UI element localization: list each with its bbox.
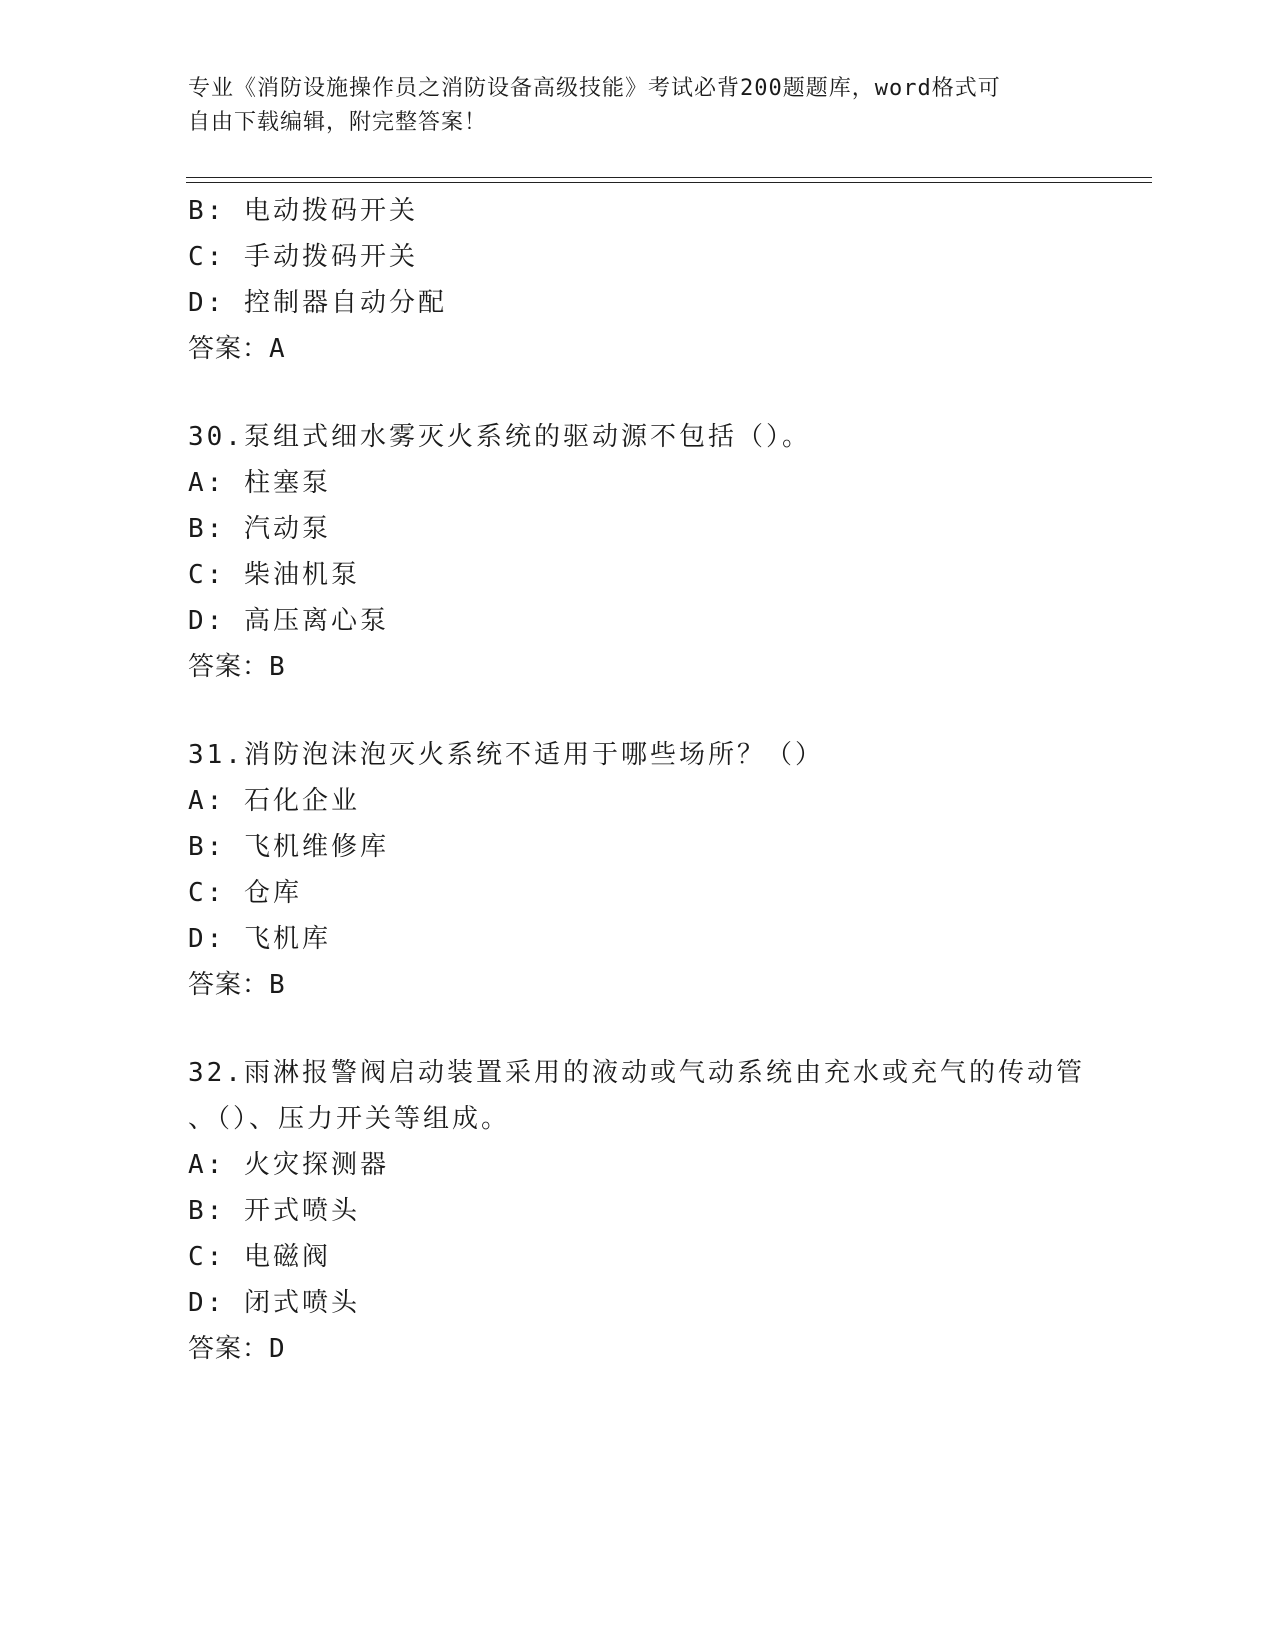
option-b: B: 电动拨码开关 [188,196,418,226]
header-line-1: 专业《消防设施操作员之消防设备高级技能》考试必背200题题库，word格式可 [188,76,1001,101]
answer-line: 答案：D [188,1334,286,1364]
option-d: D: 闭式喷头 [188,1288,360,1318]
prev-question-block [188,188,1088,372]
option-b: B: 汽动泵 [188,514,331,544]
option-c: C: 柴油机泵 [188,560,360,590]
question-stem-line-2: 、（）、压力开关等组成。 [188,1104,511,1134]
question-32 [188,1050,1088,1372]
question-stem-line-1: 32.雨淋报警阀启动装置采用的液动或气动系统由充水或充气的传动管 [188,1058,1085,1088]
option-c: C: 电磁阀 [188,1242,331,1272]
question-stem: 31.消防泡沫泡灭火系统不适用于哪些场所？（） [188,740,824,770]
option-d: D: 飞机库 [188,924,331,954]
option-a: A: 石化企业 [188,786,360,816]
page-header [188,72,1088,140]
answer-line: 答案：B [188,970,286,1000]
option-b: B: 飞机维修库 [188,832,389,862]
option-c: C: 手动拨码开关 [188,242,418,272]
question-stem: 30.泵组式细水雾灭火系统的驱动源不包括（）。 [188,422,811,452]
question-30 [188,414,1088,690]
option-d: D: 高压离心泵 [188,606,389,636]
answer-line: 答案：A [188,334,286,364]
header-divider-top [186,177,1152,178]
option-a: A: 柱塞泵 [188,468,331,498]
header-divider-bottom [186,182,1152,183]
option-a: A: 火灾探测器 [188,1150,389,1180]
option-b: B: 开式喷头 [188,1196,360,1226]
question-31 [188,732,1088,1008]
option-c: C: 仓库 [188,878,302,908]
answer-line: 答案：B [188,652,286,682]
option-d: D: 控制器自动分配 [188,288,447,318]
question-list [188,188,1088,1372]
header-line-2: 自由下载编辑，附完整答案！ [188,110,488,135]
